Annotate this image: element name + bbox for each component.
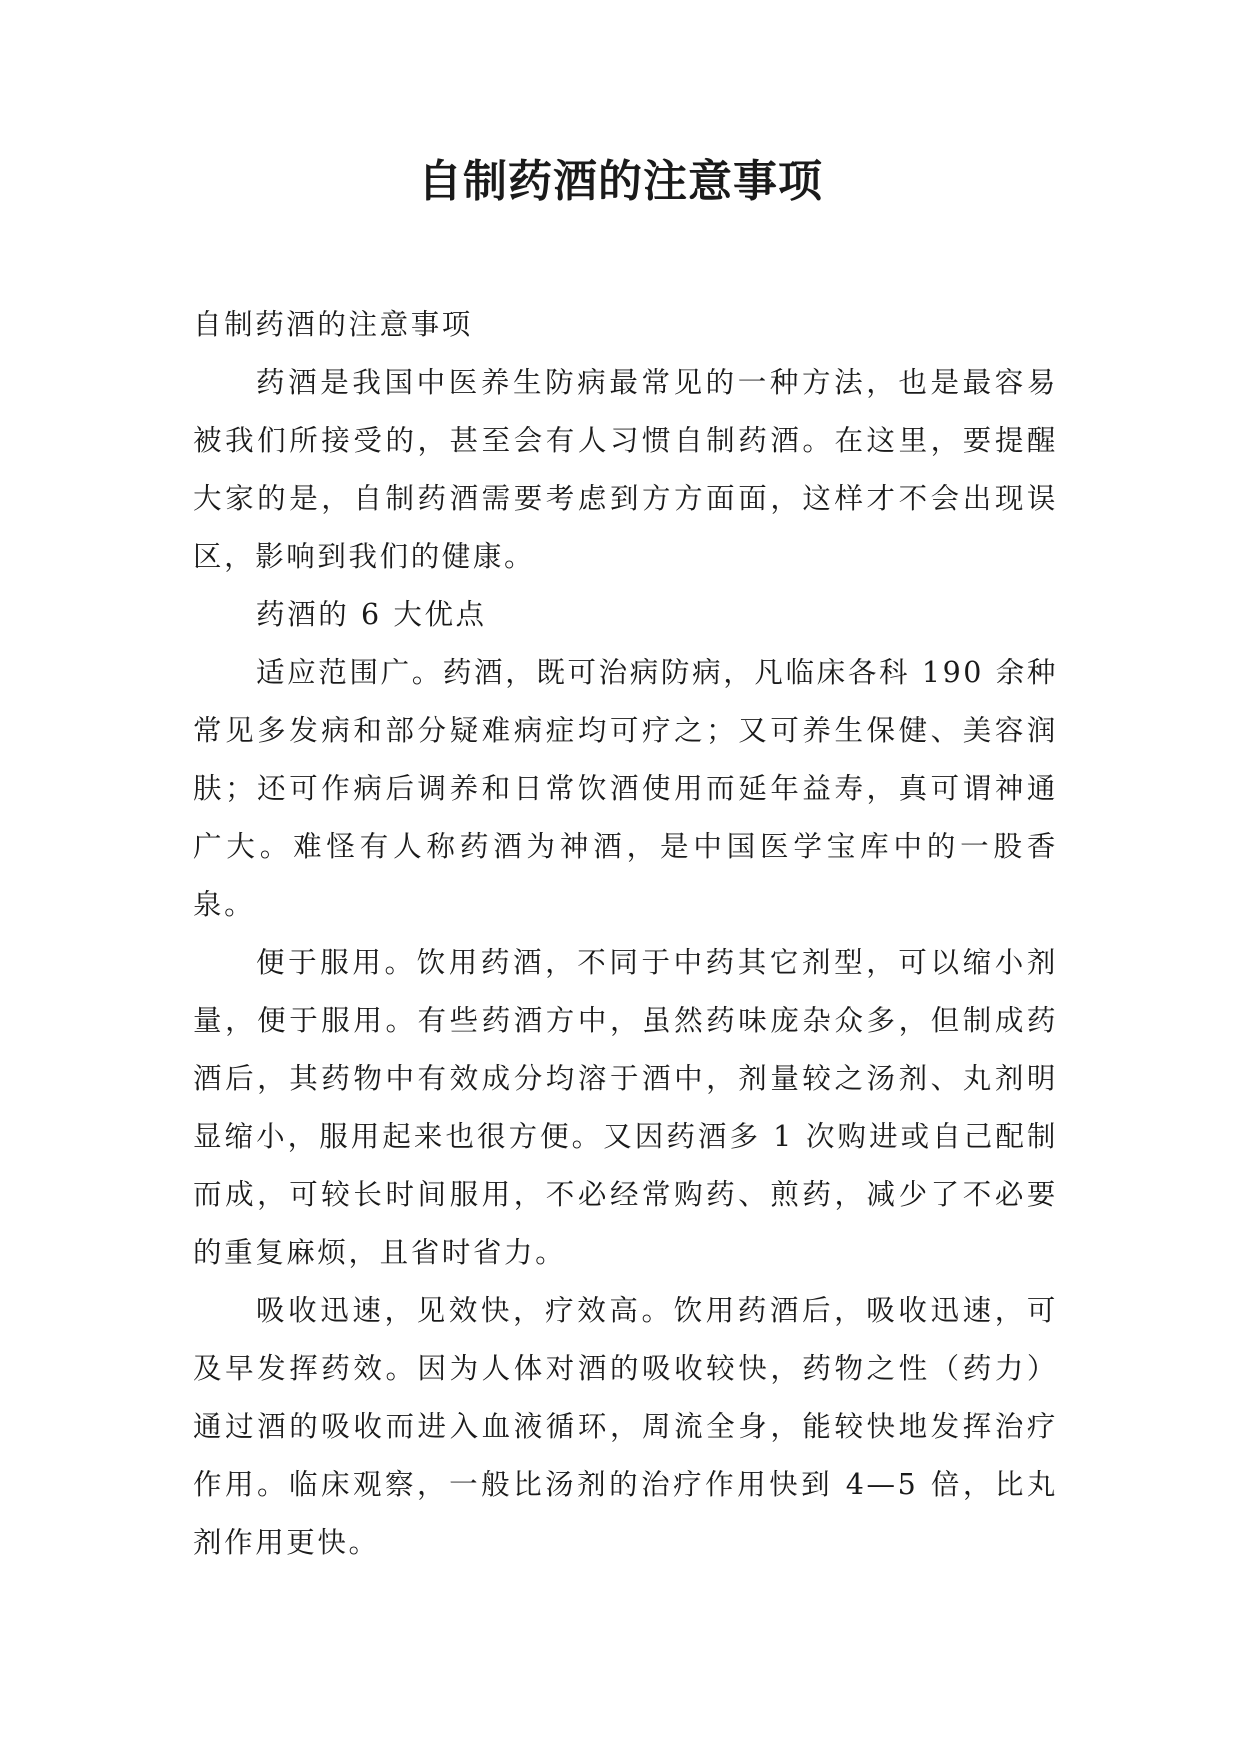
paragraph-wide-application: 适应范围广。药酒，既可治病防病，凡临床各科 190 余种常见多发病和部分疑难病症均可疗之；又可养生保健、美容润肤；还可作病后调养和日常饮酒使用而延年益寿，真可谓神通广大。难怪有人称药酒为神酒，是中国医学宝库中的一股香泉。: [193, 656, 1058, 921]
document-body: [193, 296, 1058, 1572]
document-title: 自制药酒的注意事项: [418, 156, 823, 207]
paragraph-fast-absorption: 吸收迅速，见效快，疗效高。饮用药酒后，吸收迅速，可及早发挥药效。因为人体对酒的吸收较快，药物之性（药力）通过酒的吸收而进入血液循环，周流全身，能较快地发挥治疗作用。临床观察，一般比汤剂的治疗作用快到 4—5 倍，比丸剂作用更快。: [193, 1294, 1058, 1559]
document-subheading: 自制药酒的注意事项: [193, 308, 473, 341]
paragraph-intro: 药酒是我国中医养生防病最常见的一种方法，也是最容易被我们所接受的，甚至会有人习惯自制药酒。在这里，要提醒大家的是，自制药酒需要考虑到方方面面，这样才不会出现误区，影响到我们的健康。: [193, 366, 1058, 573]
paragraph-easy-to-take: 便于服用。饮用药酒，不同于中药其它剂型，可以缩小剂量，便于服用。有些药酒方中，虽然药味庞杂众多，但制成药酒后，其药物中有效成分均溶于酒中，剂量较之汤剂、丸剂明显缩小，服用起来也很方便。又因药酒多 1 次购进或自己配制而成，可较长时间服用，不必经常购药、煎药，减少了不必要的重复麻烦，且省时省力。: [193, 946, 1058, 1269]
section-heading-advantages: 药酒的 6 大优点: [256, 598, 487, 631]
